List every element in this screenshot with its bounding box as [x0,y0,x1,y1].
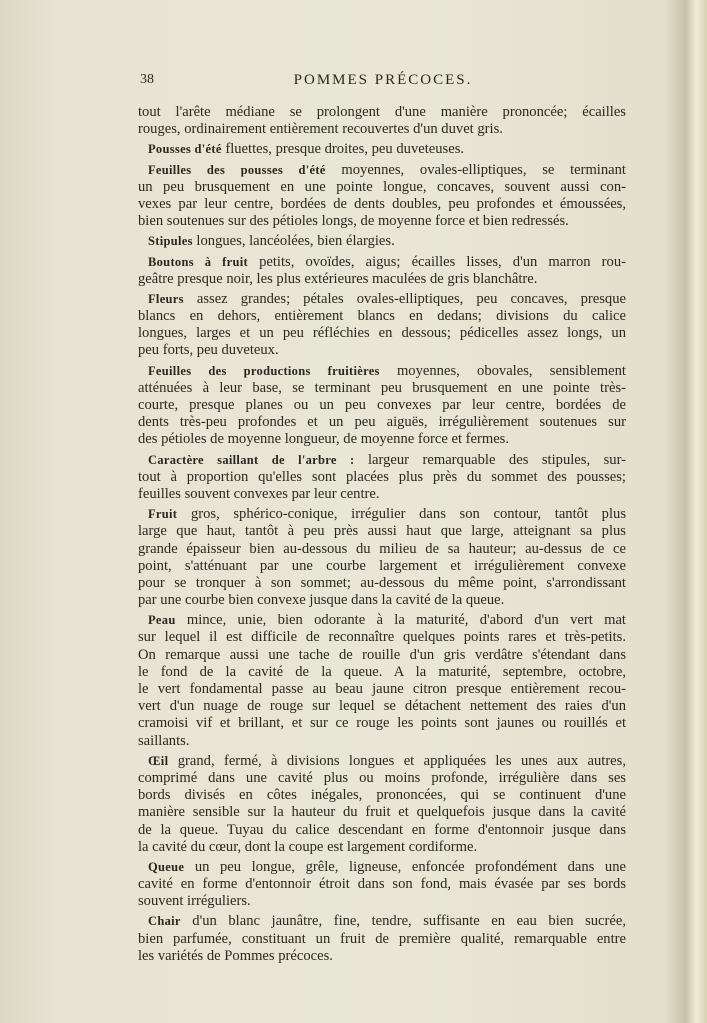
text-line [138,380,626,397]
text-line [138,664,626,681]
text-line [138,342,626,359]
text-line [138,558,626,575]
line-text: un peu longue, grêle, ligneuse, enfoncée profondément dans une [184,858,626,875]
paragraph-lead-term: Boutons à fruit [148,254,248,269]
paragraph [138,162,626,231]
text-line [138,196,626,213]
paragraph [138,506,626,609]
line-text: souvent irréguliers. [138,893,251,910]
line-text: mince, unie, bien odorante à la maturité, d'abord d'un vert mat [175,612,626,629]
text-line [138,948,626,965]
line-text: point, s'atténuant par une courbe largement et irrégulièrement convexe [138,557,626,574]
text-line [138,715,626,732]
line-text: le fond de la cavité de la queue. A la maturité, septembre, octobre, [138,663,626,680]
text-line [138,629,626,646]
paragraph [138,612,626,750]
text-line [138,397,626,414]
text-line [138,431,626,448]
paragraph [138,233,626,250]
paragraph [138,104,626,138]
paragraph-lead-term: Peau [148,613,176,628]
line-text: le vert fondamental passe au beau jaune citron presque entièrement recou- [138,681,626,697]
line-text: des pétioles de moyenne longueur, de moyenne force et fermes. [138,431,510,448]
line-text: d'un blanc jaunâtre, fine, tendre, suffisante en eau bien sucrée, [180,913,626,930]
text-line [138,931,626,948]
text-line [138,104,626,121]
line-text: peu forts, peu duveteux. [138,342,279,359]
paragraph-lead-term: Fleurs [148,291,184,306]
text-line [138,271,626,288]
page-header [140,72,626,92]
text-line [138,506,626,523]
text-line [138,213,626,230]
text-line [138,414,626,431]
text-line [138,325,626,342]
text-line [138,254,626,271]
text-line [138,770,626,787]
line-text: On remarque aussi une tache de rouille d'un gris verdâtre s'étendant dans [138,646,626,663]
line-text: un peu brusquement en une pointe longue, concaves, souvent aussi con- [138,178,626,195]
text-line [138,308,626,325]
text-line [138,575,626,592]
text-line [138,787,626,804]
line-text: blancs en dehors, entièrement blancs en dedans; divisions du calice [138,308,626,325]
paragraph-lead-term: Feuilles des pousses d'été [148,162,326,177]
text-line [138,859,626,876]
line-text: cramoisi vif et brillant, et sur ce rouge les points sont jaunes ou rouillés et [138,715,626,732]
line-text: feuilles souvent convexes par leur centre. [138,485,380,502]
text-line [138,291,626,308]
line-text: de la queue. Tuyau du calice descendant en forme d'entonnoir jusque dans [138,821,626,838]
text-line [138,893,626,910]
paragraph-lead-term: Pousses d'été [148,142,222,157]
paragraph-lead-term: Caractère saillant de l'arbre : [148,452,355,467]
text-line [138,753,626,770]
line-text: grande épaisseur bien au-dessous du milieu de sa hauteur; au-dessus de ce [138,540,626,557]
running-title: POMMES PRÉCOCES. [293,72,473,88]
line-text: atténuées à leur base, se terminant peu brusquement en une pointe très- [138,379,626,396]
line-text: la cavité du cœur, dont la coupe est largement cordiforme. [138,838,478,855]
line-text: par une courbe bien convexe jusque dans la cavité de la queue. [138,592,505,609]
text-line [138,612,626,629]
line-text: tout à proportion qu'elles sont placées plus près du sommet des pousses; [138,468,626,485]
text-line [138,469,626,486]
line-text: courte, presque planes ou un peu convexes par leur centre, bordées de [138,397,626,413]
paragraph-lead-term: Feuilles des productions fruitières [148,363,380,378]
paragraph-lead-term: Chair [148,914,181,929]
line-text: pour se tronquer à son sommet; au-dessous du même point, s'arrondissant [138,574,626,591]
text-line [138,141,626,158]
text-line [138,541,626,558]
text-line [138,363,626,380]
paragraph [138,913,626,965]
line-text: grand, fermé, à divisions longues et appliquées les unes aux autres, [168,752,626,769]
text-line [138,647,626,664]
line-text: les variétés de Pommes précoces. [138,947,333,964]
line-text: vert d'un nuage de rouge sur lequel se détachent nettement des raies d'un [138,698,626,715]
text-line [138,452,626,469]
line-text: bords divisés en côtes inégales, prononcées, qui se continuent d'une [138,787,626,804]
line-text: comprimé dans une cavité plus ou moins profonde, irrégulière dans ses [138,769,626,786]
paragraph [138,452,626,504]
line-text: moyennes, ovales-elliptiques, se terminant [325,161,626,178]
line-text: largeur remarquable des stipules, sur- [354,451,626,468]
text-line [138,804,626,821]
text-line [138,162,626,179]
line-text: large que haut, tantôt à peu près aussi haut que large, atteignant sa plus [138,523,626,540]
text-line [138,698,626,715]
text-line [138,876,626,893]
page-number: 38 [140,72,154,87]
paragraph [138,363,626,449]
line-text: rouges, ordinairement entièrement recouvertes d'un duvet gris. [138,121,503,138]
paragraph [138,753,626,856]
line-text: bien parfumée, constituant un fruit de première qualité, remarquable entre [138,930,626,947]
line-text: gros, sphérico-conique, irrégulier dans son contour, tantôt plus [177,506,626,523]
text-line [138,839,626,856]
paragraph [138,859,626,911]
paragraph [138,141,626,158]
text-line [138,486,626,503]
text-line [138,681,626,698]
line-text: manière sensible sur la hauteur du fruit et quelquefois jusque dans la cavité [138,804,626,821]
paragraph-lead-term: Œil [148,753,169,768]
paragraph-lead-term: Stipules [148,234,193,249]
paragraph [138,254,626,288]
line-text: sur lequel il est difficile de reconnaître quelques points rares et très-petits. [138,629,626,646]
line-text: geâtre presque noir, les plus extérieures maculées de gris blanchâtre. [138,270,538,287]
text-line [138,523,626,540]
text-line [138,822,626,839]
text-line [138,179,626,196]
line-text: petits, ovoïdes, aigus; écailles lisses, d'un marron rou- [247,253,626,270]
paragraph [138,291,626,360]
line-text: fluettes, presque droites, peu duveteuses. [221,141,465,158]
line-text: longues, larges et un peu réfléchies en dessous; pédicelles assez longs, un [138,325,626,342]
line-text: longues, lancéolées, bien élargies. [192,233,395,250]
text-line [138,592,626,609]
text-line [138,233,626,250]
line-text: bien soutenues sur des pétioles longs, de moyenne force et bien redressés. [138,213,569,230]
line-text: tout l'arête médiane se prolongent d'une manière prononcée; écailles [138,104,626,120]
page-body [138,104,626,968]
line-text: moyennes, obovales, sensiblement [379,362,626,379]
text-line [138,121,626,138]
text-line [138,733,626,750]
line-text: cavité en forme d'entonnoir étroit dans son fond, mais évasée par ses bords [138,876,626,893]
paragraph-lead-term: Fruit [148,507,178,522]
line-text: dents très-peu profondes et un peu aiguës, irrégulièrement soutenues sur [138,414,626,431]
line-text: vexes par leur centre, bordées de dents doubles, peu profondes et émoussées, [138,195,626,212]
line-text: assez grandes; pétales ovales-elliptiques, peu concaves, presque [183,290,626,307]
paragraph-lead-term: Queue [148,859,185,874]
line-text: saillants. [138,732,190,749]
text-line [138,913,626,930]
